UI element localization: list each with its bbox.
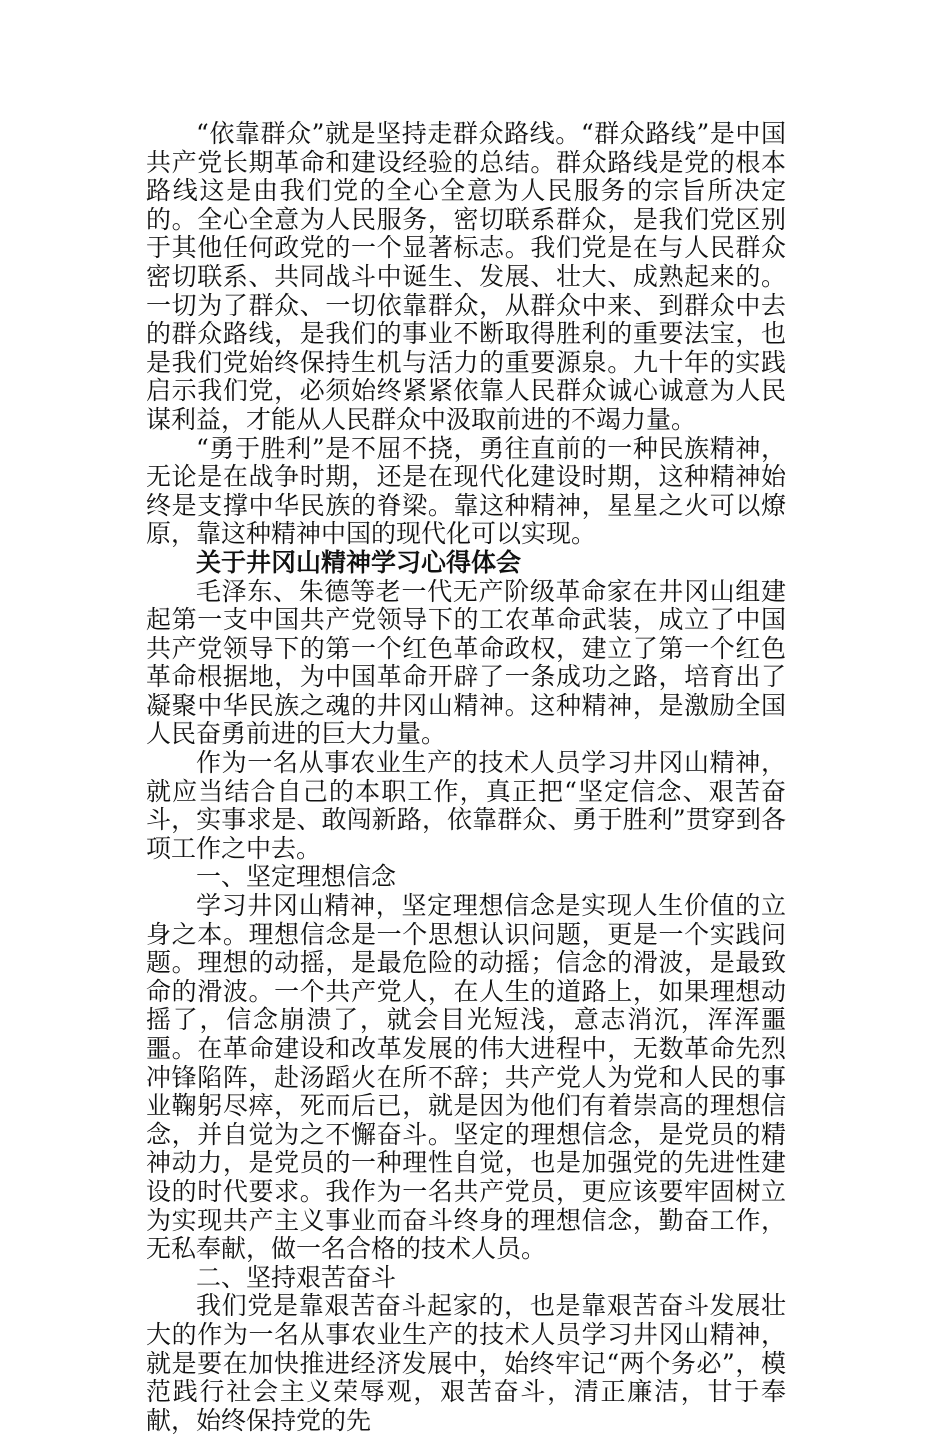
document-title: 关于井冈山精神学习心得体会 — [196, 547, 522, 577]
paragraph-jinggangshan-intro: 毛泽东、朱德等老一代无产阶级革命家在井冈山组建起第一支中国共产党领导下的工农革命武装，成立了中国共产党领导下的第一个红色革命政权，建立了第一个红色革命根据地，为中国革命开辟了一条成功之路，培育出了凝聚中华民族之魂的井冈山精神。这种精神，是激励全国人民奋勇前进的巨大力量。 — [146, 576, 786, 749]
paragraph-brave-to-win: “勇于胜利”是不屈不挠，勇往直前的一种民族精神，无论是在战争时期，还是在现代化建设时期，这种精神始终是支撑中华民族的脊梁。靠这种精神，星星之火可以燎原，靠这种精神中国的现代化可以实现。 — [146, 433, 786, 549]
section-heading-hard-work: 二、坚持艰苦奋斗 — [196, 1262, 397, 1292]
paragraph-rely-on-masses: “依靠群众”就是坚持走群众路线。“群众路线”是中国共产党长期革命和建设经验的总结。群众路线是党的根本路线这是由我们党的全心全意为人民服务的宗旨所决定的。全心全意为人民服务，密切联系群众，是我们党区别于其他任何政党的一个显著标志。我们党是在与人民群众密切联系、共同战斗中诞生、发展、壮大、成熟起来的。一切为了群众、一切依靠群众，从群众中来、到群众中去的群众路线，是我们的事业不断取得胜利的重要法宝，也是我们党始终保持生机与活力的重要源泉。九十年的实践启示我们党，必须始终紧紧依靠人民群众诚心诚意为人民谋利益，才能从人民群众中汲取前进的不竭力量。 — [146, 119, 786, 434]
section-heading-ideals: 一、坚定理想信念 — [196, 862, 397, 892]
paragraph-ideals: 学习井冈山精神，坚定理想信念是实现人生价值的立身之本。理想信念是一个思想认识问题，更是一个实践问题。理想的动摇，是最危险的动摇；信念的滑波，是最致命的滑波。一个共产党人，在人生的道路上，如果理想动摇了，信念崩溃了，就会目光短浅，意志消沉，浑浑噩噩。在革命建设和改革发展的伟大进程中，无数革命先烈冲锋陷阵，赴汤蹈火在所不辞；共产党人为党和人民的事业鞠躬尽瘁，死而后已，就是因为他们有着崇高的理想信念，并自觉为之不懈奋斗。坚定的理想信念，是党员的精神动力，是党员的一种理性自觉，也是加强党的先进性建设的时代要求。我作为一名共产党员，更应该要牢固树立为实现共产主义事业而奋斗终身的理想信念，勤奋工作，无私奉献，做一名合格的技术人员。 — [146, 891, 786, 1264]
paragraph-technician-role: 作为一名从事农业生产的技术人员学习井冈山精神，就应当结合自己的本职工作，真正把“坚定信念、艰苦奋斗，实事求是、敢闯新路，依靠群众、勇于胜利”贯穿到各项工作之中去。 — [146, 748, 786, 863]
paragraph-hard-work: 我们党是靠艰苦奋斗起家的，也是靠艰苦奋斗发展壮大的作为一名从事农业生产的技术人员学习井冈山精神，就是要在加快推进经济发展中，始终牢记“两个务必”，模范践行社会主义荣辱观，艰苦奋斗，清正廉洁，甘于奉献，始终保持党的先 — [146, 1291, 786, 1435]
document-page — [146, 120, 786, 1435]
